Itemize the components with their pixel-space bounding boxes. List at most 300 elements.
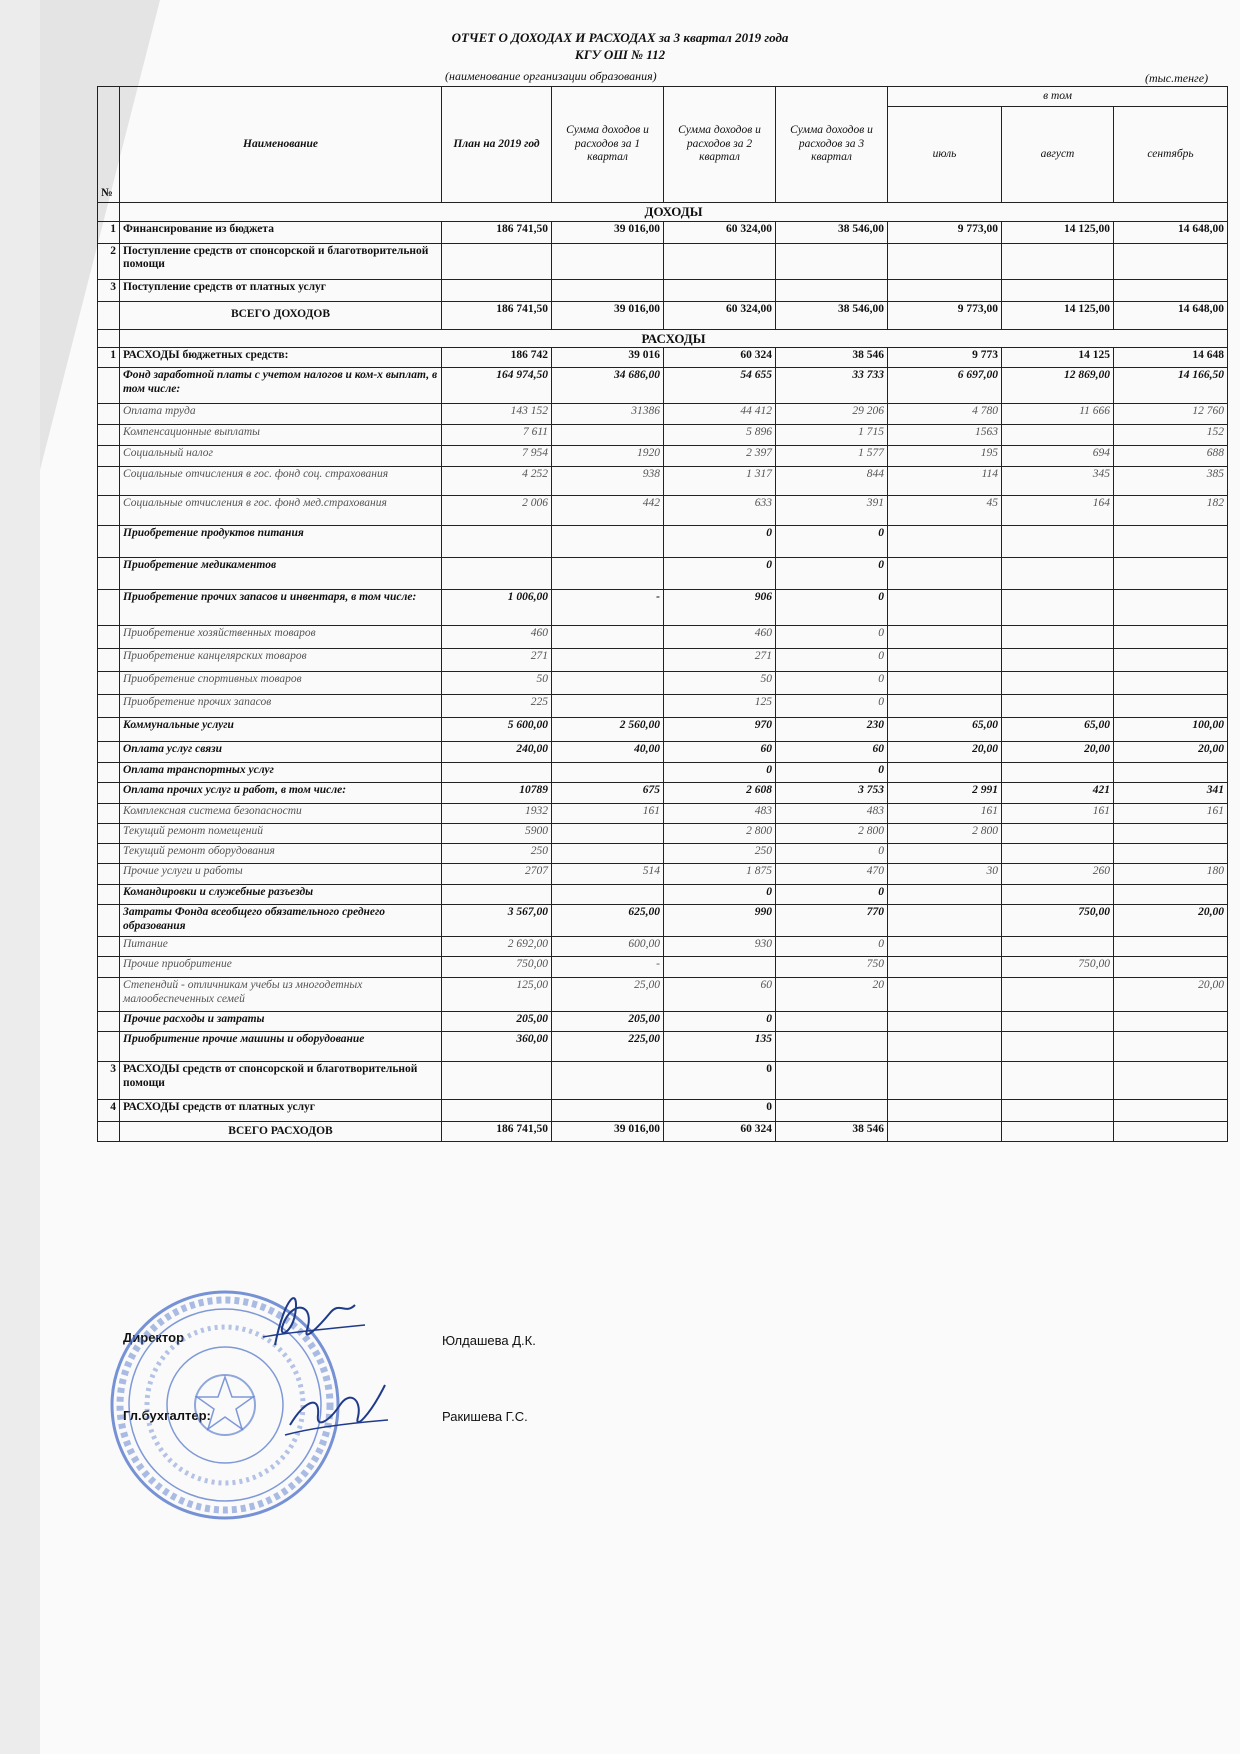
q1-value xyxy=(552,1062,664,1100)
table-row xyxy=(98,1012,1228,1032)
august-value xyxy=(1002,1062,1114,1100)
table-row xyxy=(98,905,1228,937)
section-title: ДОХОДЫ xyxy=(120,203,1228,222)
col-month-group-header: в том xyxy=(888,87,1228,107)
row-name: Прочие услуги и работы xyxy=(120,864,442,885)
row-name: ВСЕГО ДОХОДОВ xyxy=(120,301,442,329)
organization-hint: (наименование организации образования) xyxy=(445,69,657,83)
total-row xyxy=(98,301,1228,329)
q3-value xyxy=(776,1100,888,1122)
q3-value: 0 xyxy=(776,526,888,558)
row-number xyxy=(98,526,120,558)
row-name: РАСХОДЫ бюджетных средств: xyxy=(120,348,442,368)
table-row xyxy=(98,496,1228,526)
q1-value: 225,00 xyxy=(552,1032,664,1062)
july-value xyxy=(888,937,1002,957)
row-name: Степендий - отличникам учебы из многодетных малообеспеченных семей xyxy=(120,978,442,1012)
row-number: 2 xyxy=(98,243,120,279)
july-value: 45 xyxy=(888,496,1002,526)
q2-value: 50 xyxy=(664,672,776,695)
q1-value xyxy=(552,425,664,446)
row-number xyxy=(98,301,120,329)
july-value xyxy=(888,905,1002,937)
table-row xyxy=(98,279,1228,301)
august-value xyxy=(1002,558,1114,590)
section-title: РАСХОДЫ xyxy=(120,329,1228,348)
section-header-spacer xyxy=(98,329,120,348)
september-value: 341 xyxy=(1114,783,1228,804)
q2-value: 0 xyxy=(664,885,776,905)
september-value xyxy=(1114,1100,1228,1122)
row-name: Социальные отчисления в гос. фонд соц. страхования xyxy=(120,467,442,496)
section-header-spacer xyxy=(98,203,120,222)
september-value xyxy=(1114,695,1228,718)
q2-value: 125 xyxy=(664,695,776,718)
row-number: 1 xyxy=(98,221,120,243)
september-value: 14 166,50 xyxy=(1114,368,1228,404)
q1-value xyxy=(552,526,664,558)
q1-value xyxy=(552,626,664,649)
q2-value xyxy=(664,957,776,978)
q1-value xyxy=(552,844,664,864)
september-value xyxy=(1114,1062,1228,1100)
q2-value: 1 317 xyxy=(664,467,776,496)
august-value: 20,00 xyxy=(1002,742,1114,763)
row-name: Поступление средств от спонсорской и благотворительной помощи xyxy=(120,243,442,279)
table-row xyxy=(98,978,1228,1012)
july-value xyxy=(888,526,1002,558)
august-value xyxy=(1002,1100,1114,1122)
row-name: ВСЕГО РАСХОДОВ xyxy=(120,1122,442,1142)
row-number xyxy=(98,957,120,978)
table-row xyxy=(98,649,1228,672)
col-q1-header: Сумма доходов и расходов за 1 квартал xyxy=(552,87,664,203)
table-row xyxy=(98,885,1228,905)
table-row xyxy=(98,348,1228,368)
july-value: 2 991 xyxy=(888,783,1002,804)
plan-value xyxy=(442,526,552,558)
q3-value: 0 xyxy=(776,672,888,695)
september-value xyxy=(1114,1122,1228,1142)
row-name: Финансирование из бюджета xyxy=(120,221,442,243)
august-value: 345 xyxy=(1002,467,1114,496)
july-value: 4 780 xyxy=(888,404,1002,425)
july-value: 114 xyxy=(888,467,1002,496)
plan-value xyxy=(442,763,552,783)
row-number: 4 xyxy=(98,1100,120,1122)
august-value: 750,00 xyxy=(1002,957,1114,978)
q2-value: 2 608 xyxy=(664,783,776,804)
row-number xyxy=(98,672,120,695)
q2-value: 990 xyxy=(664,905,776,937)
july-value: 195 xyxy=(888,446,1002,467)
row-number xyxy=(98,978,120,1012)
q3-value: 0 xyxy=(776,558,888,590)
q2-value: 0 xyxy=(664,1062,776,1100)
q1-value: 205,00 xyxy=(552,1012,664,1032)
september-value xyxy=(1114,243,1228,279)
row-name: РАСХОДЫ средств от спонсорской и благотворительной помощи xyxy=(120,1062,442,1100)
q2-value: 1 875 xyxy=(664,864,776,885)
september-value xyxy=(1114,844,1228,864)
q3-value: 750 xyxy=(776,957,888,978)
september-value xyxy=(1114,824,1228,844)
july-value xyxy=(888,672,1002,695)
plan-value xyxy=(442,885,552,905)
august-value: 65,00 xyxy=(1002,718,1114,742)
plan-value: 250 xyxy=(442,844,552,864)
q2-value: 5 896 xyxy=(664,425,776,446)
q3-value: 0 xyxy=(776,590,888,626)
q2-value: 906 xyxy=(664,590,776,626)
row-name: Комплексная система безопасности xyxy=(120,804,442,824)
table-row xyxy=(98,526,1228,558)
table-row xyxy=(98,404,1228,425)
september-value xyxy=(1114,590,1228,626)
plan-value xyxy=(442,279,552,301)
row-number xyxy=(98,695,120,718)
row-name: Текущий ремонт оборудования xyxy=(120,844,442,864)
q2-value: 60 324,00 xyxy=(664,221,776,243)
director-label: Директор xyxy=(123,1330,185,1345)
august-value xyxy=(1002,649,1114,672)
table-row xyxy=(98,783,1228,804)
q3-value: 470 xyxy=(776,864,888,885)
table-row xyxy=(98,824,1228,844)
august-value: 14 125 xyxy=(1002,348,1114,368)
september-value: 14 648,00 xyxy=(1114,301,1228,329)
table-row xyxy=(98,672,1228,695)
q3-value: 2 800 xyxy=(776,824,888,844)
september-value: 14 648,00 xyxy=(1114,221,1228,243)
row-number xyxy=(98,824,120,844)
col-q2-header: Сумма доходов и расходов за 2 квартал xyxy=(664,87,776,203)
july-value xyxy=(888,626,1002,649)
july-value xyxy=(888,957,1002,978)
q1-value: 34 686,00 xyxy=(552,368,664,404)
row-number xyxy=(98,885,120,905)
july-value xyxy=(888,1122,1002,1142)
q1-value xyxy=(552,1100,664,1122)
september-value xyxy=(1114,1012,1228,1032)
q3-value: 0 xyxy=(776,763,888,783)
q3-value xyxy=(776,279,888,301)
plan-value: 125,00 xyxy=(442,978,552,1012)
q2-value: 54 655 xyxy=(664,368,776,404)
q3-value: 0 xyxy=(776,649,888,672)
q3-value: 0 xyxy=(776,695,888,718)
q3-value: 230 xyxy=(776,718,888,742)
august-value xyxy=(1002,279,1114,301)
row-number xyxy=(98,718,120,742)
table-row xyxy=(98,446,1228,467)
q2-value: 250 xyxy=(664,844,776,864)
september-value: 100,00 xyxy=(1114,718,1228,742)
row-number xyxy=(98,446,120,467)
table-row xyxy=(98,425,1228,446)
plan-value: 164 974,50 xyxy=(442,368,552,404)
table-row xyxy=(98,718,1228,742)
director-name: Юлдашева Д.К. xyxy=(442,1333,536,1348)
plan-value: 225 xyxy=(442,695,552,718)
report-table xyxy=(97,86,1228,1142)
q2-value: 271 xyxy=(664,649,776,672)
september-value xyxy=(1114,1032,1228,1062)
q3-value: 0 xyxy=(776,626,888,649)
july-value xyxy=(888,590,1002,626)
august-value xyxy=(1002,526,1114,558)
col-q3-header: Сумма доходов и расходов за 3 квартал xyxy=(776,87,888,203)
plan-value: 271 xyxy=(442,649,552,672)
plan-value: 360,00 xyxy=(442,1032,552,1062)
july-value xyxy=(888,558,1002,590)
q3-value xyxy=(776,1062,888,1100)
accountant-signature xyxy=(270,1365,400,1455)
row-number: 3 xyxy=(98,1062,120,1100)
row-name: Оплата услуг связи xyxy=(120,742,442,763)
total-row xyxy=(98,1122,1228,1142)
plan-value: 2 692,00 xyxy=(442,937,552,957)
plan-value: 1 006,00 xyxy=(442,590,552,626)
q3-value: 844 xyxy=(776,467,888,496)
organization-name: КГУ ОШ № 112 xyxy=(574,47,666,62)
september-value xyxy=(1114,937,1228,957)
q2-value: 2 800 xyxy=(664,824,776,844)
july-value: 65,00 xyxy=(888,718,1002,742)
plan-value: 143 152 xyxy=(442,404,552,425)
col-number-header: № xyxy=(98,87,120,203)
september-value: 385 xyxy=(1114,467,1228,496)
q1-value xyxy=(552,885,664,905)
q1-value xyxy=(552,243,664,279)
row-name: Социальный налог xyxy=(120,446,442,467)
july-value: 9 773,00 xyxy=(888,301,1002,329)
september-value: 180 xyxy=(1114,864,1228,885)
row-name: Коммунальные услуги xyxy=(120,718,442,742)
july-value xyxy=(888,1012,1002,1032)
q2-value: 633 xyxy=(664,496,776,526)
august-value xyxy=(1002,885,1114,905)
q3-value: 20 xyxy=(776,978,888,1012)
table-row xyxy=(98,626,1228,649)
q3-value: 38 546 xyxy=(776,348,888,368)
july-value: 9 773,00 xyxy=(888,221,1002,243)
row-number xyxy=(98,864,120,885)
q3-value: 3 753 xyxy=(776,783,888,804)
q3-value: 1 577 xyxy=(776,446,888,467)
row-number xyxy=(98,763,120,783)
report-title: ОТЧЕТ О ДОХОДАХ И РАСХОДАХ за 3 квартал 2019 года xyxy=(451,30,789,45)
september-value xyxy=(1114,558,1228,590)
row-name: Оплата транспортных услуг xyxy=(120,763,442,783)
q3-value: 29 206 xyxy=(776,404,888,425)
q1-value: 675 xyxy=(552,783,664,804)
table-row xyxy=(98,804,1228,824)
q1-value: 938 xyxy=(552,467,664,496)
august-value xyxy=(1002,844,1114,864)
q3-value: 33 733 xyxy=(776,368,888,404)
q3-value: 391 xyxy=(776,496,888,526)
september-value: 152 xyxy=(1114,425,1228,446)
august-value xyxy=(1002,1032,1114,1062)
row-number xyxy=(98,937,120,957)
september-value xyxy=(1114,672,1228,695)
july-value xyxy=(888,695,1002,718)
row-number xyxy=(98,1122,120,1142)
row-number xyxy=(98,905,120,937)
table-row xyxy=(98,937,1228,957)
july-value xyxy=(888,1100,1002,1122)
q3-value: 38 546,00 xyxy=(776,301,888,329)
director-signature xyxy=(245,1275,375,1365)
col-name-header: Наименование xyxy=(120,87,442,203)
august-value xyxy=(1002,626,1114,649)
q2-value: 460 xyxy=(664,626,776,649)
july-value: 20,00 xyxy=(888,742,1002,763)
q2-value: 135 xyxy=(664,1032,776,1062)
row-name: Компенсационные выплаты xyxy=(120,425,442,446)
september-value: 20,00 xyxy=(1114,905,1228,937)
august-value: 750,00 xyxy=(1002,905,1114,937)
q1-value: 39 016,00 xyxy=(552,1122,664,1142)
plan-value: 4 252 xyxy=(442,467,552,496)
row-number xyxy=(98,496,120,526)
table-row xyxy=(98,1032,1228,1062)
q1-value xyxy=(552,279,664,301)
table-row xyxy=(98,695,1228,718)
row-number xyxy=(98,742,120,763)
plan-value: 186 741,50 xyxy=(442,1122,552,1142)
col-july-header: июль xyxy=(888,107,1002,203)
section-header-row xyxy=(98,329,1228,348)
plan-value xyxy=(442,243,552,279)
august-value xyxy=(1002,763,1114,783)
july-value: 161 xyxy=(888,804,1002,824)
row-name: Приобретение прочих запасов xyxy=(120,695,442,718)
row-name: Питание xyxy=(120,937,442,957)
july-value xyxy=(888,885,1002,905)
q3-value: 38 546 xyxy=(776,1122,888,1142)
q1-value: 514 xyxy=(552,864,664,885)
row-name: Затраты Фонда всеобщего обязательного среднего образования xyxy=(120,905,442,937)
q1-value: 40,00 xyxy=(552,742,664,763)
table-row xyxy=(98,221,1228,243)
q2-value: 483 xyxy=(664,804,776,824)
q1-value: - xyxy=(552,590,664,626)
q3-value xyxy=(776,1012,888,1032)
q2-value: 60 324 xyxy=(664,348,776,368)
q1-value xyxy=(552,763,664,783)
plan-value xyxy=(442,558,552,590)
row-number xyxy=(98,649,120,672)
august-value: 161 xyxy=(1002,804,1114,824)
q2-value: 0 xyxy=(664,526,776,558)
row-name: Приобретение продуктов питания xyxy=(120,526,442,558)
july-value xyxy=(888,279,1002,301)
q3-value xyxy=(776,1032,888,1062)
august-value: 12 869,00 xyxy=(1002,368,1114,404)
july-value: 2 800 xyxy=(888,824,1002,844)
q1-value: 31386 xyxy=(552,404,664,425)
q1-value: 2 560,00 xyxy=(552,718,664,742)
july-value xyxy=(888,243,1002,279)
plan-value: 5900 xyxy=(442,824,552,844)
q2-value: 0 xyxy=(664,558,776,590)
row-number xyxy=(98,558,120,590)
table-row xyxy=(98,558,1228,590)
q1-value xyxy=(552,824,664,844)
september-value: 20,00 xyxy=(1114,742,1228,763)
september-value: 161 xyxy=(1114,804,1228,824)
q2-value: 60 324 xyxy=(664,1122,776,1142)
plan-value xyxy=(442,1100,552,1122)
row-name: Приобретение канцелярских товаров xyxy=(120,649,442,672)
july-value xyxy=(888,649,1002,672)
plan-value: 7 611 xyxy=(442,425,552,446)
table-row xyxy=(98,742,1228,763)
september-value xyxy=(1114,763,1228,783)
august-value xyxy=(1002,590,1114,626)
august-value xyxy=(1002,243,1114,279)
september-value xyxy=(1114,957,1228,978)
july-value xyxy=(888,844,1002,864)
august-value: 694 xyxy=(1002,446,1114,467)
row-number xyxy=(98,368,120,404)
september-value xyxy=(1114,279,1228,301)
august-value xyxy=(1002,1012,1114,1032)
row-number xyxy=(98,804,120,824)
row-name: Оплата труда xyxy=(120,404,442,425)
september-value xyxy=(1114,649,1228,672)
row-name: Прочие приобритение xyxy=(120,957,442,978)
row-number xyxy=(98,1012,120,1032)
q1-value: 600,00 xyxy=(552,937,664,957)
q2-value: 0 xyxy=(664,1100,776,1122)
table-row xyxy=(98,467,1228,496)
q2-value: 44 412 xyxy=(664,404,776,425)
table-row xyxy=(98,368,1228,404)
july-value xyxy=(888,978,1002,1012)
col-plan-header: План на 2019 год xyxy=(442,87,552,203)
q3-value: 1 715 xyxy=(776,425,888,446)
august-value xyxy=(1002,695,1114,718)
august-value: 11 666 xyxy=(1002,404,1114,425)
q1-value: 1920 xyxy=(552,446,664,467)
table-row xyxy=(98,844,1228,864)
august-value: 164 xyxy=(1002,496,1114,526)
row-number: 3 xyxy=(98,279,120,301)
september-value: 12 760 xyxy=(1114,404,1228,425)
plan-value: 460 xyxy=(442,626,552,649)
table-row xyxy=(98,763,1228,783)
q1-value xyxy=(552,649,664,672)
q3-value: 0 xyxy=(776,844,888,864)
plan-value: 1932 xyxy=(442,804,552,824)
plan-value: 7 954 xyxy=(442,446,552,467)
q2-value xyxy=(664,279,776,301)
plan-value: 50 xyxy=(442,672,552,695)
q1-value: - xyxy=(552,957,664,978)
col-august-header: август xyxy=(1002,107,1114,203)
q1-value: 625,00 xyxy=(552,905,664,937)
july-value: 1563 xyxy=(888,425,1002,446)
row-name: Приобретение спортивных товаров xyxy=(120,672,442,695)
plan-value: 240,00 xyxy=(442,742,552,763)
q3-value: 0 xyxy=(776,937,888,957)
row-name: Оплата прочих услуг и работ, в том числе: xyxy=(120,783,442,804)
row-name: Приобретение прочих запасов и инвентаря, в том числе: xyxy=(120,590,442,626)
plan-value: 2 006 xyxy=(442,496,552,526)
